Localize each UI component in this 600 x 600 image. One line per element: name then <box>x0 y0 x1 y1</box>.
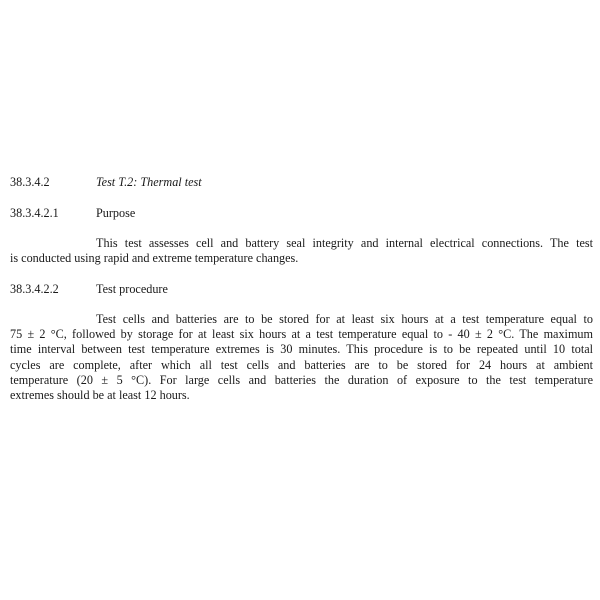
paragraph-line: extremes should be at least 12 hours. <box>10 388 190 403</box>
section-title: Purpose <box>96 206 136 220</box>
paragraph-line: cycles are complete, after which all test cells and batteries are to be stored for 24 hours at ambient <box>10 357 593 372</box>
paragraph-line: temperature (20 ± 5 °C). For large cells and batteries the duration of exposure to the test temperature <box>10 372 593 387</box>
section-heading-thermal-test <box>10 175 202 190</box>
section-number: 38.3.4.2 <box>10 175 50 189</box>
paragraph-line: Test cells and batteries are to be stored for at least six hours at a test temperature equal to <box>96 312 593 326</box>
purpose-paragraph <box>10 236 593 266</box>
paragraph-line: is conducted using rapid and extreme temperature changes. <box>10 251 299 266</box>
paragraph-line: time interval between test temperature extremes is 30 minutes. This procedure is to be repeated until 10 total <box>10 342 593 357</box>
section-number: 38.3.4.2.1 <box>10 206 59 220</box>
section-title: Test T.2: Thermal test <box>96 175 202 189</box>
paragraph-line: This test assesses cell and battery seal integrity and internal electrical connections. The test <box>96 236 593 250</box>
section-heading-purpose <box>10 206 135 221</box>
procedure-paragraph <box>10 312 593 403</box>
paragraph-line: 75 ± 2 °C, followed by storage for at least six hours at a test temperature equal to - 40 ± 2 °C. The maximum <box>10 327 593 342</box>
section-heading-procedure <box>10 282 168 297</box>
section-title: Test procedure <box>96 282 168 296</box>
section-number: 38.3.4.2.2 <box>10 282 59 296</box>
